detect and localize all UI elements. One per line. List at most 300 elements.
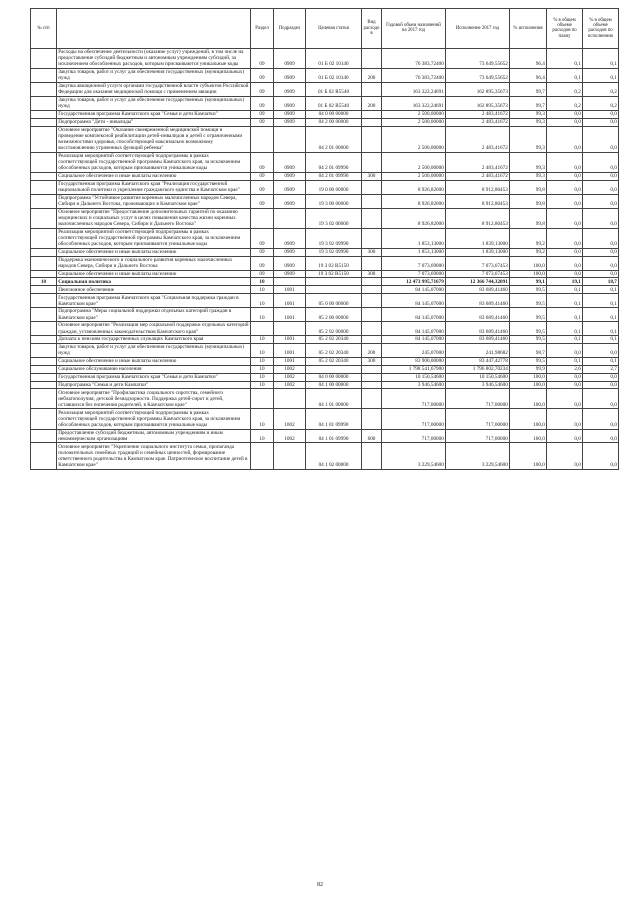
row-fact: 162 895,35673 [446, 82, 510, 96]
row-share-exec: 0,0 [583, 110, 619, 118]
row-vid: 600 [362, 429, 382, 443]
row-number [31, 322, 57, 336]
row-fact: 7 073,67453 [446, 270, 510, 278]
row-number [31, 68, 57, 82]
row-fact: 2 483,41672 [446, 118, 510, 126]
row-share-exec: 0,1 [583, 336, 619, 344]
row-pct: 99,5 [510, 357, 547, 365]
row-plan: 717,00000 [382, 429, 446, 443]
row-section: 10 [251, 409, 274, 429]
row-subsection: 0909 [274, 180, 306, 194]
row-section: 09 [251, 180, 274, 194]
row-target [306, 278, 362, 286]
row-vid [362, 82, 382, 96]
row-target: 19 3 02 09990 [306, 248, 362, 256]
header-num: № п/п [31, 9, 57, 49]
row-subsection [274, 389, 306, 409]
row-subsection [274, 208, 306, 228]
row-vid [362, 228, 382, 248]
row-section: 09 [251, 110, 274, 118]
row-share-total: 0,1 [547, 322, 583, 336]
row-fact: 2 483,41672 [446, 126, 510, 152]
row-number [31, 286, 57, 294]
row-share-total: 0,1 [547, 294, 583, 308]
row-name: Социальное обеспечение и иные выплаты населению [57, 357, 251, 365]
row-name: Основное мероприятие "Укрепление социального института семьи, пропаганда положительных семейных традиций и семейных ценностей, формирование ответственного родительства в Камчатском крае. Патриотическое воспитание детей в Камчатском крае" [57, 443, 251, 469]
row-subsection: 1001 [274, 357, 306, 365]
row-share-total: 0,0 [547, 270, 583, 278]
table-row [31, 208, 619, 228]
row-name: Закупка товаров, работ и услуг для обеспечения государственных (муниципальных) нужд [57, 343, 251, 357]
header-vid: Вид расходов [362, 9, 382, 49]
row-vid [362, 365, 382, 373]
row-pct: 99,3 [510, 118, 547, 126]
table-row [31, 110, 619, 118]
row-section: 09 [251, 96, 274, 110]
row-pct: 100,0 [510, 270, 547, 278]
row-vid [362, 118, 382, 126]
row-plan: 3 229,54600 [382, 443, 446, 469]
row-vid [362, 322, 382, 336]
table-row [31, 228, 619, 248]
row-target: 01 Б 02 R5540 [306, 82, 362, 96]
row-vid [362, 294, 382, 308]
row-name: Основное мероприятие "Профилактика социального сиротства, семейного неблагополучия, детской безнадзорности. Поддержка детей-сирот и детей, оставшихся без попечения родителей, в Камчатском крае" [57, 389, 251, 409]
row-subsection: 0909 [274, 118, 306, 126]
row-fact: 241,98682 [446, 343, 510, 357]
row-section: 10 [251, 343, 274, 357]
row-name: Социальная политика [57, 278, 251, 286]
row-share-exec: 0,0 [583, 381, 619, 389]
row-share-total: 0,0 [547, 126, 583, 152]
table-row [31, 194, 619, 208]
row-subsection: 0909 [274, 82, 306, 96]
row-name: Социальное обеспечение и иные выплаты населению [57, 248, 251, 256]
row-subsection [274, 322, 306, 336]
row-target: 04 0 00 00000 [306, 110, 362, 118]
row-share-total: 0,0 [547, 429, 583, 443]
row-pct: 99,3 [510, 152, 547, 172]
row-number [31, 48, 57, 68]
row-subsection: 1002 [274, 365, 306, 373]
row-share-total: 0,0 [547, 443, 583, 469]
row-plan: 2 500,00000 [382, 110, 446, 118]
row-target: 04 1 01 00000 [306, 389, 362, 409]
row-subsection: 0909 [274, 172, 306, 180]
row-vid [362, 208, 382, 228]
table-header-row [31, 9, 619, 49]
row-number [31, 357, 57, 365]
row-number [31, 343, 57, 357]
table-row [31, 357, 619, 365]
row-share-exec: 0,2 [583, 82, 619, 96]
row-target: 19 3 02 R5150 [306, 256, 362, 270]
row-share-exec: 0,2 [583, 96, 619, 110]
row-vid [362, 256, 382, 270]
table-row [31, 286, 619, 294]
row-share-total: 0,0 [547, 180, 583, 194]
row-share-total: 0,0 [547, 373, 583, 381]
row-target: 04 2 01 09990 [306, 152, 362, 172]
row-section: 09 [251, 270, 274, 278]
row-pct: 99,5 [510, 336, 547, 344]
row-name: Государственная программа Камчатского края "Реализация государственной национальной политики и укрепление гражданского единства в Камчатском крае" [57, 180, 251, 194]
row-target: 04 0 00 00000 [306, 373, 362, 381]
row-plan: 2 500,00000 [382, 126, 446, 152]
row-plan: 8 926,82000 [382, 180, 446, 194]
row-section: 10 [251, 429, 274, 443]
row-target: 19 0 00 00000 [306, 180, 362, 194]
row-name: Реализация мероприятий соответствующей подпрограммы в рамках соответствующей государственной программы Камчатского края, за исключением обособленных расходов, которым присваиваются уникальные коды [57, 228, 251, 248]
row-section [251, 443, 274, 469]
table-row [31, 294, 619, 308]
row-subsection: 1001 [274, 343, 306, 357]
row-section: 09 [251, 68, 274, 82]
row-share-exec: 0,0 [583, 389, 619, 409]
row-plan: 1 853,13000 [382, 228, 446, 248]
row-vid: 200 [362, 68, 382, 82]
row-target: 19 3 02 R5150 [306, 270, 362, 278]
row-vid [362, 389, 382, 409]
row-section: 09 [251, 256, 274, 270]
table-row [31, 336, 619, 344]
header-target: Целевая статья [306, 9, 362, 49]
row-plan: 8 926,82000 [382, 194, 446, 208]
row-share-total: 19,1 [547, 278, 583, 286]
row-subsection: 0909 [274, 68, 306, 82]
row-vid [362, 286, 382, 294]
row-plan: 76 383,72400 [382, 48, 446, 68]
row-target: 19 3 02 09990 [306, 228, 362, 248]
row-share-total: 0,0 [547, 208, 583, 228]
row-pct: 99,9 [510, 365, 547, 373]
table-row [31, 373, 619, 381]
table-row [31, 256, 619, 270]
row-share-exec: 0,0 [583, 270, 619, 278]
row-fact: 1 839,13000 [446, 248, 510, 256]
row-number [31, 270, 57, 278]
row-vid: 300 [362, 270, 382, 278]
row-fact: 3 946,54600 [446, 381, 510, 389]
row-vid: 300 [362, 172, 382, 180]
row-share-exec: 0,0 [583, 443, 619, 469]
row-fact: 83 689,41460 [446, 286, 510, 294]
row-share-total: 0,0 [547, 172, 583, 180]
row-vid [362, 443, 382, 469]
table-row [31, 118, 619, 126]
row-fact: 3 229,54600 [446, 443, 510, 469]
row-vid [362, 308, 382, 322]
row-share-exec: 0,0 [583, 180, 619, 194]
row-vid [362, 126, 382, 152]
row-target: 04 1 01 09990 [306, 409, 362, 429]
row-target: 04 2 00 00000 [306, 118, 362, 126]
row-subsection [274, 443, 306, 469]
row-share-exec: 0,0 [583, 429, 619, 443]
row-target: 19 3 02 00000 [306, 208, 362, 228]
row-share-total: 0,0 [547, 228, 583, 248]
row-fact: 1 839,13000 [446, 228, 510, 248]
row-share-exec: 0,0 [583, 256, 619, 270]
row-number [31, 381, 57, 389]
row-target: 01 Б 02 10140 [306, 68, 362, 82]
table-row [31, 308, 619, 322]
row-pct: 99,5 [510, 286, 547, 294]
row-fact: 2 483,41672 [446, 152, 510, 172]
row-fact: 2 483,41672 [446, 172, 510, 180]
row-number [31, 336, 57, 344]
row-fact: 83 447,42778 [446, 357, 510, 365]
row-name: Социальное обеспечение и иные выплаты населению [57, 270, 251, 278]
row-share-total: 0,0 [547, 343, 583, 357]
table-row [31, 180, 619, 194]
row-fact: 10 150,54600 [446, 373, 510, 381]
row-number [31, 152, 57, 172]
row-subsection: 1002 [274, 373, 306, 381]
row-vid [362, 278, 382, 286]
row-subsection [274, 278, 306, 286]
row-number [31, 443, 57, 469]
table-row [31, 365, 619, 373]
row-number: 10 [31, 278, 57, 286]
row-share-total: 0,0 [547, 389, 583, 409]
row-target: 05 2 02 20340 [306, 343, 362, 357]
row-number [31, 429, 57, 443]
row-subsection: 0909 [274, 256, 306, 270]
row-section: 10 [251, 365, 274, 373]
row-number [31, 172, 57, 180]
row-subsection: 0909 [274, 110, 306, 118]
row-section: 10 [251, 373, 274, 381]
row-share-exec: 0,1 [583, 357, 619, 365]
row-target: 05 0 00 00000 [306, 294, 362, 308]
row-subsection: 1001 [274, 308, 306, 322]
row-number [31, 294, 57, 308]
row-pct: 99,8 [510, 180, 547, 194]
table-row [31, 68, 619, 82]
row-pct: 99,3 [510, 110, 547, 118]
row-target: 05 2 00 00000 [306, 308, 362, 322]
row-share-exec: 0,0 [583, 118, 619, 126]
budget-page [30, 8, 618, 470]
row-plan: 1 853,13000 [382, 248, 446, 256]
row-name: Основное мероприятие "Оказание своевременной медицинской помощи и проведение комплексной реабилитации детей-инвалидов и детей с ограниченными возможностями здоровья, способствующей максимально возможному восстановлению утраченных функций ребенка" [57, 126, 251, 152]
row-share-total: 0,0 [547, 194, 583, 208]
table-row [31, 409, 619, 429]
row-share-exec: 0,0 [583, 152, 619, 172]
row-share-total: 0,1 [547, 48, 583, 68]
row-fact: 162 895,35673 [446, 96, 510, 110]
row-section: 10 [251, 381, 274, 389]
row-vid: 200 [362, 343, 382, 357]
row-pct: 99,5 [510, 308, 547, 322]
row-share-total: 0,1 [547, 308, 583, 322]
header-pct: % исполнения [510, 9, 547, 49]
row-target: 01 Б 02 10140 [306, 48, 362, 68]
row-name: Реализация мероприятий соответствующей подпрограммы в рамках соответствующей государственной программы Камчатского края, за исключением обособленных расходов, которым присваиваются уникальные коды [57, 152, 251, 172]
row-pct: 100,0 [510, 256, 547, 270]
row-subsection: 0909 [274, 270, 306, 278]
row-name: Подпрограмма "Дети - инвалиды" [57, 118, 251, 126]
row-number [31, 228, 57, 248]
row-name: Закупка авиационной услуги органами государственной власти субъектов Российской Федерации для оказания медицинской помощи с применением авиации [57, 82, 251, 96]
row-name: Доплата к пенсиям государственных служащих Камчатского края [57, 336, 251, 344]
row-number [31, 96, 57, 110]
table-row [31, 248, 619, 256]
row-pct: 99,2 [510, 248, 547, 256]
row-target: 05 2 02 20340 [306, 357, 362, 365]
row-share-exec: 0,1 [583, 308, 619, 322]
row-pct: 100,0 [510, 389, 547, 409]
row-pct: 99,3 [510, 172, 547, 180]
row-subsection: 0909 [274, 96, 306, 110]
row-number [31, 409, 57, 429]
row-vid: 200 [362, 96, 382, 110]
row-fact: 83 689,41460 [446, 322, 510, 336]
row-number [31, 180, 57, 194]
row-plan: 84 145,07000 [382, 322, 446, 336]
row-pct: 99,7 [510, 82, 547, 96]
table-row [31, 381, 619, 389]
row-share-total: 2,6 [547, 365, 583, 373]
row-number [31, 126, 57, 152]
row-section: 09 [251, 82, 274, 96]
row-pct: 100,0 [510, 443, 547, 469]
header-share-exec: % в общем объеме расходов по исполнению [583, 9, 619, 49]
row-number [31, 118, 57, 126]
row-section: 10 [251, 278, 274, 286]
row-share-total: 0,0 [547, 381, 583, 389]
table-body [31, 48, 619, 469]
row-section: 10 [251, 294, 274, 308]
row-fact: 12 366 744,32091 [446, 278, 510, 286]
row-share-exec: 0,0 [583, 228, 619, 248]
row-plan: 84 145,07000 [382, 294, 446, 308]
row-number [31, 110, 57, 118]
table-row [31, 343, 619, 357]
row-share-total: 0,1 [547, 357, 583, 365]
row-share-total: 0,0 [547, 118, 583, 126]
budget-table [30, 8, 619, 470]
row-section: 09 [251, 48, 274, 68]
row-share-exec: 0,0 [583, 343, 619, 357]
row-target: 19 3 00 00000 [306, 194, 362, 208]
row-vid [362, 152, 382, 172]
row-target: 01 Б 02 R5540 [306, 96, 362, 110]
row-share-exec: 0,1 [583, 294, 619, 308]
row-number [31, 208, 57, 228]
row-plan: 245,07000 [382, 343, 446, 357]
row-pct: 99,3 [510, 126, 547, 152]
row-fact: 717,00000 [446, 389, 510, 409]
header-name [57, 9, 251, 49]
row-section: 10 [251, 336, 274, 344]
row-vid [362, 180, 382, 194]
row-share-total: 0,2 [547, 82, 583, 96]
row-fact: 73 649,55652 [446, 68, 510, 82]
row-pct: 96,4 [510, 68, 547, 82]
row-section [251, 126, 274, 152]
row-target: 04 1 00 00000 [306, 381, 362, 389]
row-number [31, 194, 57, 208]
row-share-total: 0,1 [547, 68, 583, 82]
row-plan: 2 500,00000 [382, 118, 446, 126]
row-vid: 300 [362, 357, 382, 365]
table-row [31, 152, 619, 172]
row-plan: 7 073,69000 [382, 256, 446, 270]
table-row [31, 389, 619, 409]
row-share-exec: 2,7 [583, 365, 619, 373]
row-share-total: 0,0 [547, 248, 583, 256]
header-fact: Исполнение 2017 год [446, 9, 510, 49]
row-subsection: 1001 [274, 294, 306, 308]
row-name: Расходы на обеспечение деятельности (оказание услуг) учреждений, в том числе на предоставление субсидий бюджетным и автономным учреждениям субсидий, за исключением обособленных расходов, которым присваиваются уникальные коды [57, 48, 251, 68]
row-pct: 99,7 [510, 96, 547, 110]
row-number [31, 373, 57, 381]
row-vid [362, 373, 382, 381]
row-plan: 2 500,00000 [382, 172, 446, 180]
row-share-total: 0,1 [547, 286, 583, 294]
row-share-exec: 0,1 [583, 48, 619, 68]
row-fact: 1 796 802,70234 [446, 365, 510, 373]
row-name: Закупка товаров, работ и услуг для обеспечения государственных (муниципальных) нужд [57, 96, 251, 110]
row-share-total: 0,0 [547, 110, 583, 118]
row-name: Основное мероприятие "Реализация мер социальной поддержки отдельных категорий граждан, установленных законодательством Камчатского края" [58, 322, 249, 335]
row-pct: 100,0 [510, 429, 547, 443]
row-section [251, 322, 274, 336]
row-plan: 2 500,00000 [382, 152, 446, 172]
row-share-exec: 0,1 [583, 322, 619, 336]
row-share-exec: 18,7 [583, 278, 619, 286]
row-section: 10 [251, 308, 274, 322]
row-share-exec: 0,1 [583, 286, 619, 294]
header-share-total: % в общем объеме расходов по плану [547, 9, 583, 49]
row-section: 10 [251, 286, 274, 294]
row-name: Пенсионное обеспечение [57, 286, 251, 294]
row-name: Государственная программа Камчатского края "Семья и дети Камчатки" [57, 373, 251, 381]
row-name: Закупка товаров, работ и услуг для обеспечения государственных (муниципальных) нужд [57, 68, 251, 82]
row-share-total: 0,1 [547, 336, 583, 344]
row-target [306, 365, 362, 373]
row-share-exec: 0,1 [583, 68, 619, 82]
header-section: Раздел [251, 9, 274, 49]
row-plan: 84 145,07000 [382, 336, 446, 344]
row-section: 10 [251, 357, 274, 365]
row-name: Социальное обеспечение и иные выплаты населению [57, 172, 251, 180]
row-fact: 717,00000 [446, 429, 510, 443]
row-name: Государственная программа Камчатского края "Семья и дети Камчатки" [57, 110, 251, 118]
row-name: Реализация мероприятий соответствующей подпрограммы в рамках соответствующей государственной программы Камчатского края, за исключением обособленных расходов, которым присваиваются уникальные коды [57, 409, 251, 429]
row-vid [362, 110, 382, 118]
row-name: Подпрограмма "Меры социальной поддержки отдельных категорий граждан в Камчатском крае" [57, 308, 251, 322]
row-share-exec: 0,0 [583, 248, 619, 256]
row-target [306, 286, 362, 294]
row-section: 09 [251, 228, 274, 248]
row-target: 04 2 01 09990 [306, 172, 362, 180]
row-subsection: 0909 [274, 152, 306, 172]
row-subsection: 1001 [274, 286, 306, 294]
row-share-exec: 0,0 [583, 126, 619, 152]
row-subsection: 1002 [274, 429, 306, 443]
row-vid [362, 336, 382, 344]
row-section: 09 [251, 194, 274, 208]
row-pct: 100,0 [510, 381, 547, 389]
row-pct: 99,1 [510, 278, 547, 286]
row-share-exec: 0,0 [583, 373, 619, 381]
table-row [31, 278, 619, 286]
row-plan: 163 322,24691 [382, 96, 446, 110]
row-fact: 717,00000 [446, 409, 510, 429]
